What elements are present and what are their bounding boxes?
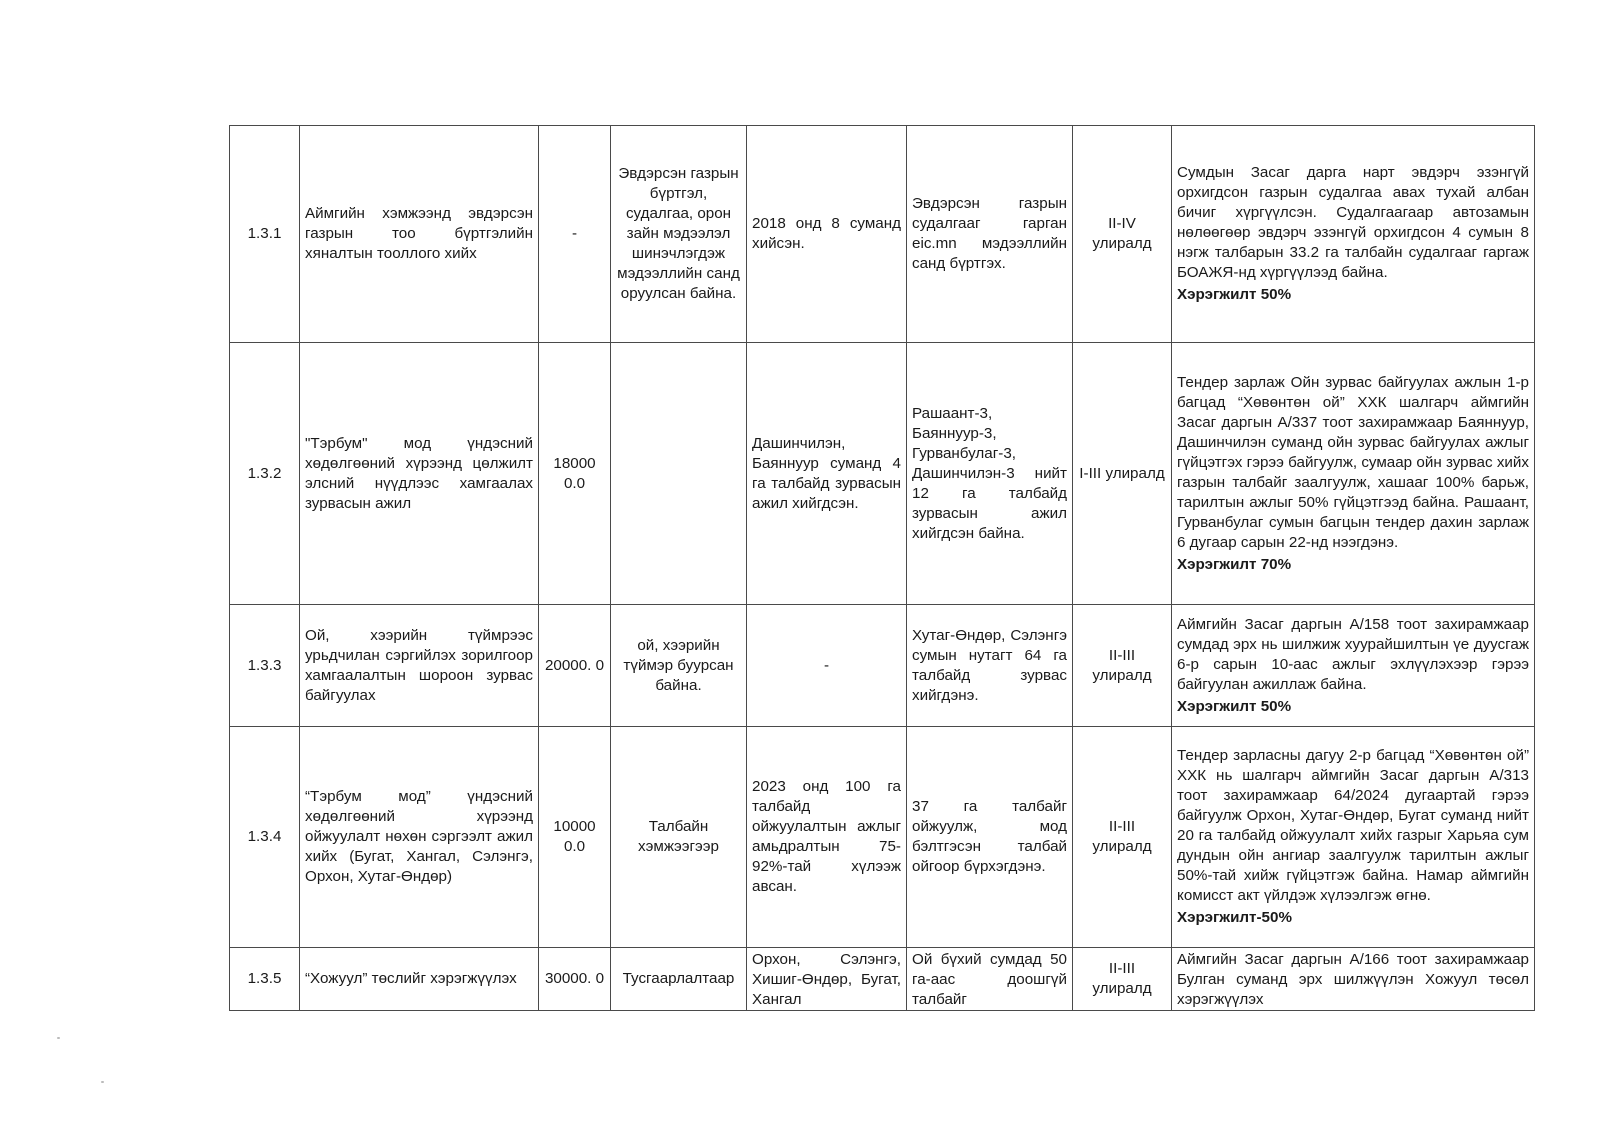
activity-cell: “Хожуул” төслийг хэрэгжүүлэх [300, 948, 539, 1011]
report-text: Тендер зарлаж Ойн зурвас байгуулах ажлын 1-р багцад “Хөвөнтөн ой” ХХК шалгарч аймгийн Засаг даргын А/337 тоот захирамжаар Баяннуур, Дашинчилэн суманд ойн зурвас байгуулах ажлыг гүйцэтгэх гэрээ байгуулж, сумаар ойн зурвас хийх газрын талбайг заалгуулж, хашааг 100% барьж, тарилтын ажлыг 50% гүйцэтгээд байна. Рашаант, Гурванбулаг сумын багцын тендер дахин зарлаж 6 дугаар сарын 22-нд нээгдэнэ. [1177, 373, 1529, 551]
report-text: Сумдын Засаг дарга нарт эвдэрч эзэнгүй орхигдсон газрын судалгаа авах тухай албан бичиг хүргүүлсэн. Судалгаагаар автозамын нөлөөгөөр эвдэрч эзэнгүй орхигдсон 4 сумын 8 нэгж талбарын 33.2 га талбайн судалгааг гаргаж БОАЖЯ-нд хүргүүлээд байна. [1177, 164, 1529, 281]
activity-cell: "Тэрбум" мод үндэсний хөдөлгөөний хүрээнд цөлжилт элсний нүүдлээс хамгаалах зурвасын ажил [300, 343, 539, 605]
baseline-cell: Дашинчилэн, Баяннуур суманд 4 га талбайд зурвасын ажил хийгдсэн. [747, 343, 907, 605]
table-row [230, 343, 1535, 605]
period-cell: I-III улиралд [1073, 343, 1172, 605]
period-cell: II-III улиралд [1073, 948, 1172, 1011]
report-text: Тендер зарласны дагуу 2-р багцад “Хөвөнтөн ой” ХХК нь шалгарч аймгийн Засаг даргын А/313 тоот захирамжаар 64/2024 дугаартай гэрээ байгуулж Орхон, Хутаг-Өндөр, Бугат суманд нийт 20 га талбайд ойжуулалт хийх газрыг Харьяа сум дундын ойн ангиар заалгуулж тарилтын ажлыг 50%-тай хийж гүйцэтгэж байна. Намар аймгийн комисст акт үйлдэж хүлээлгэж өгнө. [1177, 747, 1529, 904]
item-number: 1.3.1 [230, 126, 300, 343]
indicator-cell [611, 343, 747, 605]
baseline-cell: - [747, 605, 907, 727]
activity-cell: Ой, хээрийн түймрээс урьдчилан сэргийлэх зорилгоор хамгаалалтын шороон зурвас байгуулах [300, 605, 539, 727]
item-number: 1.3.3 [230, 605, 300, 727]
report-cell [1172, 727, 1535, 948]
indicator-cell: ой, хээрийн түймэр буурсан байна. [611, 605, 747, 727]
target-text: Ой бүхий сумдад 50 га-аас доошгүй талбайг [912, 951, 1067, 1008]
table-row [230, 727, 1535, 948]
report-cell [1172, 605, 1535, 727]
baseline-text: Орхон, Сэлэнгэ, Хишиг-Өндөр, Бугат, Хангал [752, 951, 901, 1008]
indicator-cell: Талбайн хэмжээгээр [611, 727, 747, 948]
baseline-cell: 2023 онд 100 га талбайд ойжуулалтын ажлыг амьдралтын 75-92%-тай хүлээж авсан. [747, 727, 907, 948]
target-cell: 37 га талбайг ойжуулж, мод бэлтгэсэн талбай ойгоор бүрхэгдэнэ. [907, 727, 1073, 948]
report-cell [1172, 343, 1535, 605]
activity-cell: “Тэрбум мод” үндэсний хөдөлгөөний хүрээнд ойжуулалт нөхөн сэргээлт ажил хийх (Бугат, Хангал, Сэлэнгэ, Орхон, Хутаг-Өндөр) [300, 727, 539, 948]
action-plan-table [229, 125, 1535, 1011]
report-cell [1172, 126, 1535, 343]
implementation-rate: Хэрэгжилт 50% [1177, 697, 1292, 715]
activity-cell: Аймгийн хэмжээнд эвдэрсэн газрын тоо бүртгэлийн хяналтын тооллого хийх [300, 126, 539, 343]
baseline-cell: 2018 онд 8 суманд хийсэн. [747, 126, 907, 343]
table-row [230, 126, 1535, 343]
budget-cell: - [539, 126, 611, 343]
baseline-cell [747, 948, 907, 1011]
indicator-cell: Эвдэрсэн газрын бүртгэл, судалгаа, орон зайн мэдээлэл шинэчлэгдэж мэдээллийн санд оруулсан байна. [611, 126, 747, 343]
budget-cell: 20000. 0 [539, 605, 611, 727]
target-cell: Эвдэрсэн газрын судалгааг гарган eic.mn мэдээллийн санд бүртгэх. [907, 126, 1073, 343]
report-cell [1172, 948, 1535, 1011]
item-number: 1.3.5 [230, 948, 300, 1011]
report-text: Аймгийн Засаг даргын А/158 тоот захирамжаар сумдад эрх нь шилжиж хуурайшилтын үе дуусгаж 6-р сарын 10-аас ажлыг эхлүүлэхээр гэрээ байгуулан ажиллаж байна. [1177, 615, 1529, 693]
budget-cell: 10000 0.0 [539, 727, 611, 948]
period-cell: II-III улиралд [1073, 727, 1172, 948]
period-cell: II-III улиралд [1073, 605, 1172, 727]
report-text: Аймгийн Засаг даргын А/166 тоот захирамжаар Булган суманд эрх шилжүүлэн Хожуул төсөл хэрэгжүүлэх [1177, 951, 1529, 1008]
item-number: 1.3.2 [230, 343, 300, 605]
implementation-rate: Хэрэгжилт 50% [1177, 286, 1292, 303]
budget-cell: 30000. 0 [539, 948, 611, 1011]
table-row [230, 948, 1535, 1011]
table-row [230, 605, 1535, 727]
period-cell: II-IV улиралд [1073, 126, 1172, 343]
implementation-rate: Хэрэгжилт 70% [1177, 555, 1292, 573]
budget-cell: 18000 0.0 [539, 343, 611, 605]
target-cell [907, 948, 1073, 1011]
item-number: 1.3.4 [230, 727, 300, 948]
implementation-rate: Хэрэгжилт-50% [1177, 909, 1292, 926]
scan-speck [57, 1037, 60, 1039]
target-cell: Рашаант-3, Баяннуур-3, Гурванбулаг-3, Дашинчилэн-3 нийт 12 га талбайд зурвасын ажил хийгдсэн байна. [907, 343, 1073, 605]
scan-speck [101, 1081, 104, 1083]
indicator-cell: Тусгаарлалтаар [611, 948, 747, 1011]
target-cell: Хутаг-Өндөр, Сэлэнгэ сумын нутагт 64 га талбайд зурвас хийгдэнэ. [907, 605, 1073, 727]
